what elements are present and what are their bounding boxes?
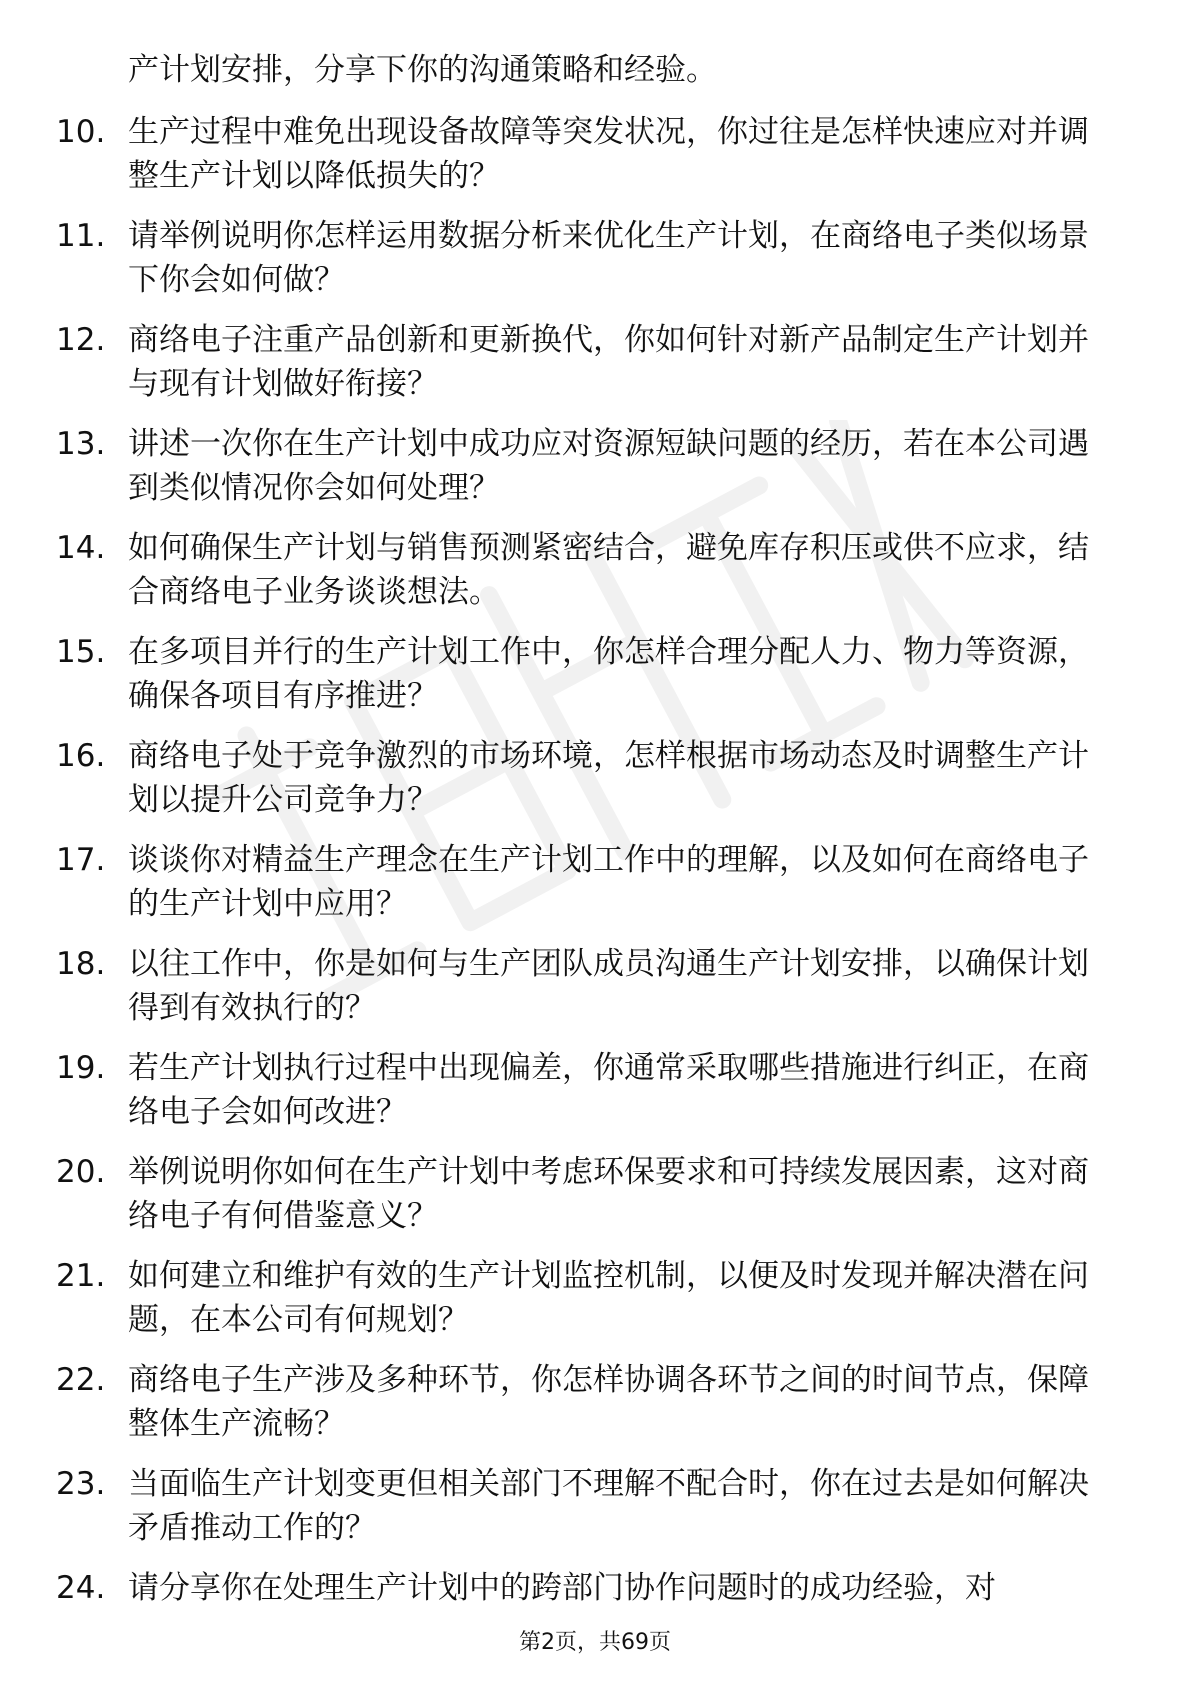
question-number: 10. (56, 114, 106, 150)
question-text: 当面临生产计划变更但相关部门不理解不配合时，你在过去是如何解决矛盾推动工作的？ (128, 1466, 1089, 1546)
question-item-22 (56, 1358, 1126, 1446)
question-text: 以往工作中，你是如何与生产团队成员沟通生产计划安排，以确保计划得到有效执行的？ (128, 946, 1089, 1026)
question-number: 11. (56, 218, 106, 254)
question-number: 17. (56, 842, 106, 878)
question-item-13 (56, 422, 1126, 510)
question-item-19 (56, 1046, 1126, 1134)
question-item-10 (56, 110, 1126, 198)
question-item-20 (56, 1150, 1126, 1238)
question-item-17 (56, 838, 1126, 926)
question-text: 谈谈你对精益生产理念在生产计划工作中的理解，以及如何在商络电子的生产计划中应用？ (128, 842, 1089, 922)
question-number: 21. (56, 1258, 106, 1294)
question-number: 14. (56, 530, 106, 566)
question-number: 18. (56, 946, 106, 982)
question-number: 13. (56, 426, 106, 462)
question-number: 15. (56, 634, 106, 670)
question-text: 生产过程中难免出现设备故障等突发状况，你过往是怎样快速应对并调整生产计划以降低损失的？ (128, 114, 1089, 194)
question-text: 如何建立和维护有效的生产计划监控机制，以便及时发现并解决潜在问题，在本公司有何规划？ (128, 1258, 1089, 1338)
question-text: 请举例说明你怎样运用数据分析来优化生产计划，在商络电子类似场景下你会如何做？ (128, 218, 1089, 298)
question-text: 若生产计划执行过程中出现偏差，你通常采取哪些措施进行纠正，在商络电子会如何改进？ (128, 1050, 1089, 1130)
document-body (56, 48, 1126, 1626)
question-text: 商络电子注重产品创新和更新换代，你如何针对新产品制定生产计划并与现有计划做好衔接？ (128, 322, 1089, 402)
question-number: 16. (56, 738, 106, 774)
question-item-14 (56, 526, 1126, 614)
question-text: 讲述一次你在生产计划中成功应对资源短缺问题的经历，若在本公司遇到类似情况你会如何处理？ (128, 426, 1089, 506)
question-number: 24. (56, 1570, 106, 1606)
question-number: 23. (56, 1466, 106, 1502)
question-number: 22. (56, 1362, 106, 1398)
question-item-18 (56, 942, 1126, 1030)
question-item-23 (56, 1462, 1126, 1550)
question-item-21 (56, 1254, 1126, 1342)
question-text: 商络电子处于竞争激烈的市场环境，怎样根据市场动态及时调整生产计划以提升公司竞争力？ (128, 738, 1089, 818)
continued-question-text: 产计划安排，分享下你的沟通策略和经验。 (128, 52, 717, 88)
question-item-15 (56, 630, 1126, 718)
question-item-24 (56, 1566, 1126, 1610)
question-list (56, 110, 1126, 1610)
page-footer: 第2页，共69页 (519, 1630, 671, 1655)
question-text: 商络电子生产涉及多种环节，你怎样协调各环节之间的时间节点，保障整体生产流畅？ (128, 1362, 1089, 1442)
question-number: 20. (56, 1154, 106, 1190)
question-item-11 (56, 214, 1126, 302)
question-text: 请分享你在处理生产计划中的跨部门协作问题时的成功经验，对 (128, 1570, 996, 1606)
question-text: 在多项目并行的生产计划工作中，你怎样合理分配人力、物力等资源，确保各项目有序推进？ (128, 634, 1089, 714)
question-number: 12. (56, 322, 106, 358)
question-item-12 (56, 318, 1126, 406)
question-text: 举例说明你如何在生产计划中考虑环保要求和可持续发展因素，这对商络电子有何借鉴意义？ (128, 1154, 1089, 1234)
question-number: 19. (56, 1050, 106, 1086)
question-text: 如何确保生产计划与销售预测紧密结合，避免库存积压或供不应求，结合商络电子业务谈谈想法。 (128, 530, 1089, 610)
question-item-16 (56, 734, 1126, 822)
